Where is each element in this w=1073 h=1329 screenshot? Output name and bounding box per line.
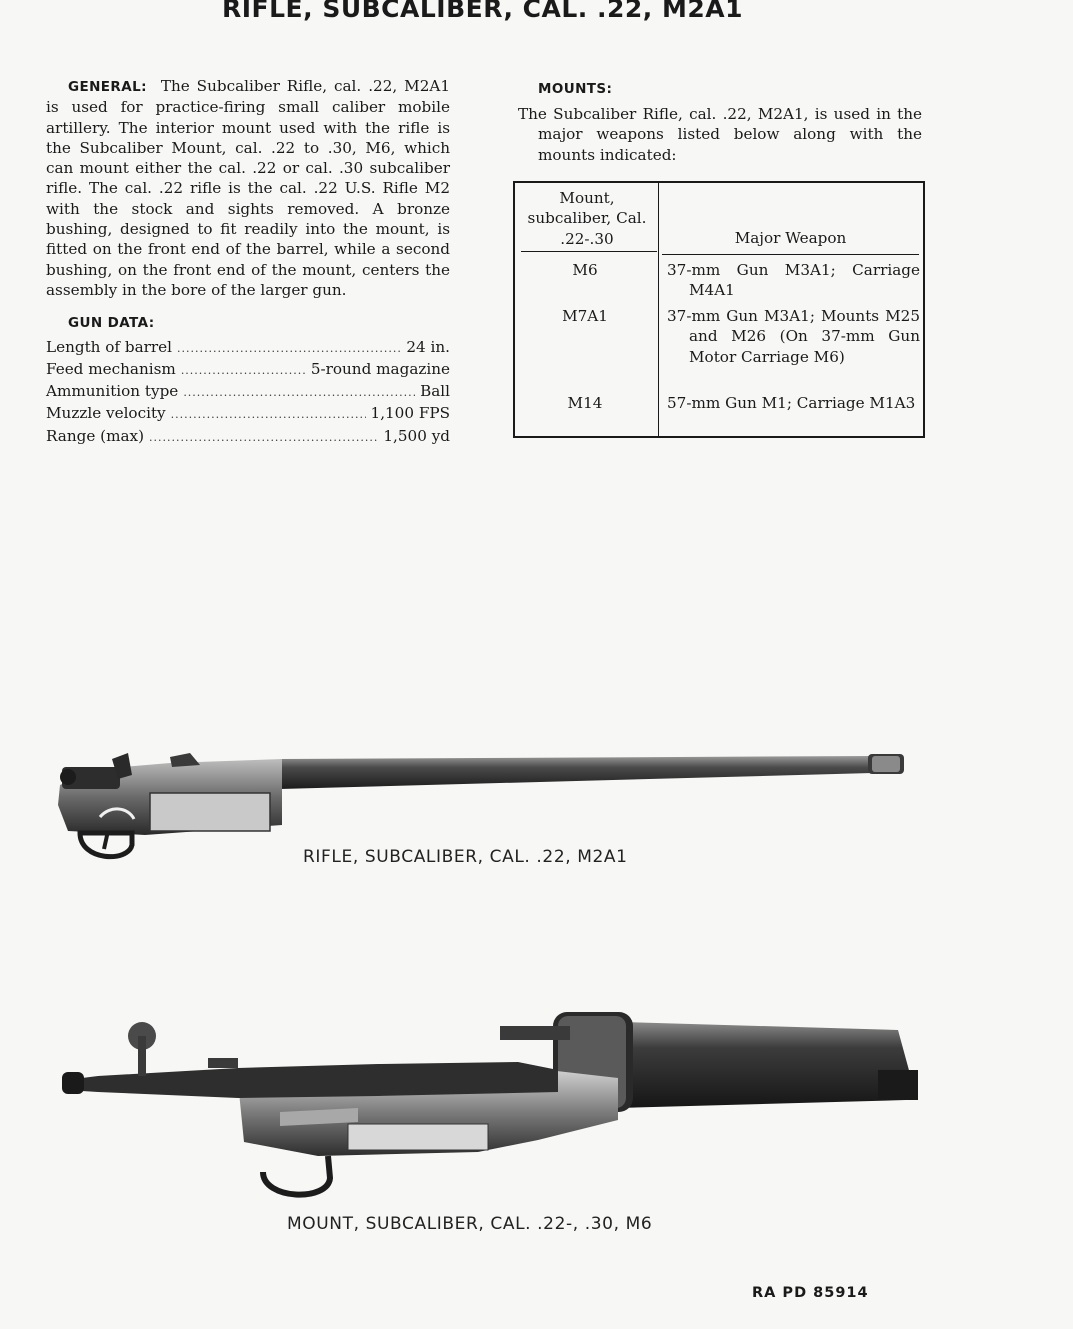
table-cell-weapon: 37-mm Gun M3A1; Mounts M25 and M26 (On 37-mm Gun Motor Carriage M6) [667,307,920,366]
table-divider [658,183,659,436]
page-reference: RA PD 85914 [752,1285,869,1301]
gun-data-row [46,426,450,448]
general-text: The Subcaliber Rifle, cal. .22, M2A1 is used for practice-firing small caliber mobile artillery. The interior mount used with the rifle is the Subcaliber Mount, cal. .22 to .30, M6, which can mount either the cal. .22 or cal. .30 subcaliber rifle. The cal. .22 rifle is the cal. .22 U.S. Rifle M2 with the stock and sights removed. A bronze bushing, designed to fit readily into the mount, is fitted on the front end of the barrel, while a second bushing, on the front end of the mount, centers the assembly in the bore of the larger gun. [46,77,451,299]
gun-data-value: 5-round magazine [310,359,450,378]
table-cell-weapon: 57-mm Gun M1; Carriage M1A3 [667,394,916,412]
mounts-intro: The Subcaliber Rifle, cal. .22, M2A1, is used in the major weapons listed below along with the mounts indicated: [518,104,922,164]
gun-data-label: Ammunition type [46,382,179,401]
gun-data-list [46,337,450,448]
table-header-rule [521,251,657,252]
left-column [46,76,450,448]
table-header-rule [662,254,919,255]
gun-data-label: Range (max) [46,426,145,445]
dot-leader [149,428,378,448]
gun-data-heading: GUN DATA: [68,315,155,332]
mount-illustration [58,1012,918,1202]
table-cell-weapon: 37-mm Gun M3A1; Carriage M4A1 [667,261,920,300]
mounts-table [513,181,925,438]
figure-caption: MOUNT, SUBCALIBER, CAL. .22-, .30, M6 [287,1214,653,1234]
gun-data-row [46,403,450,425]
gun-data-row [46,381,450,403]
gun-data-value: 24 in. [406,337,450,356]
dot-leader [183,383,415,403]
dot-leader [177,339,401,359]
table-cell-mount: M14 [567,394,603,412]
mounts-heading: MOUNTS: [538,81,613,97]
gun-data-label: Feed mechanism [46,359,176,378]
table-cell-mount: M7A1 [562,307,608,325]
gun-data-label: Muzzle velocity [46,404,166,423]
dot-leader [181,361,306,381]
gun-data-value: 1,100 FPS [370,404,450,423]
table-header-weapon: Major Weapon [734,229,847,247]
page-title: RIFLE, SUBCALIBER, CAL. .22, M2A1 [221,0,743,23]
table-cell-mount: M6 [572,261,598,279]
gun-data-row [46,337,450,359]
table-header-mount: Mount, subcaliber, Cal. .22-.30 [527,189,647,248]
right-column [518,79,922,165]
gun-data-row [46,359,450,381]
gun-data-label: Length of barrel [46,337,173,356]
general-heading: GENERAL: [68,79,147,95]
dot-leader [171,405,366,425]
gun-data-value: Ball [420,382,450,401]
figure-caption: RIFLE, SUBCALIBER, CAL. .22, M2A1 [303,847,628,867]
gun-data-value: 1,500 yd [383,426,450,445]
general-paragraph [46,76,450,300]
